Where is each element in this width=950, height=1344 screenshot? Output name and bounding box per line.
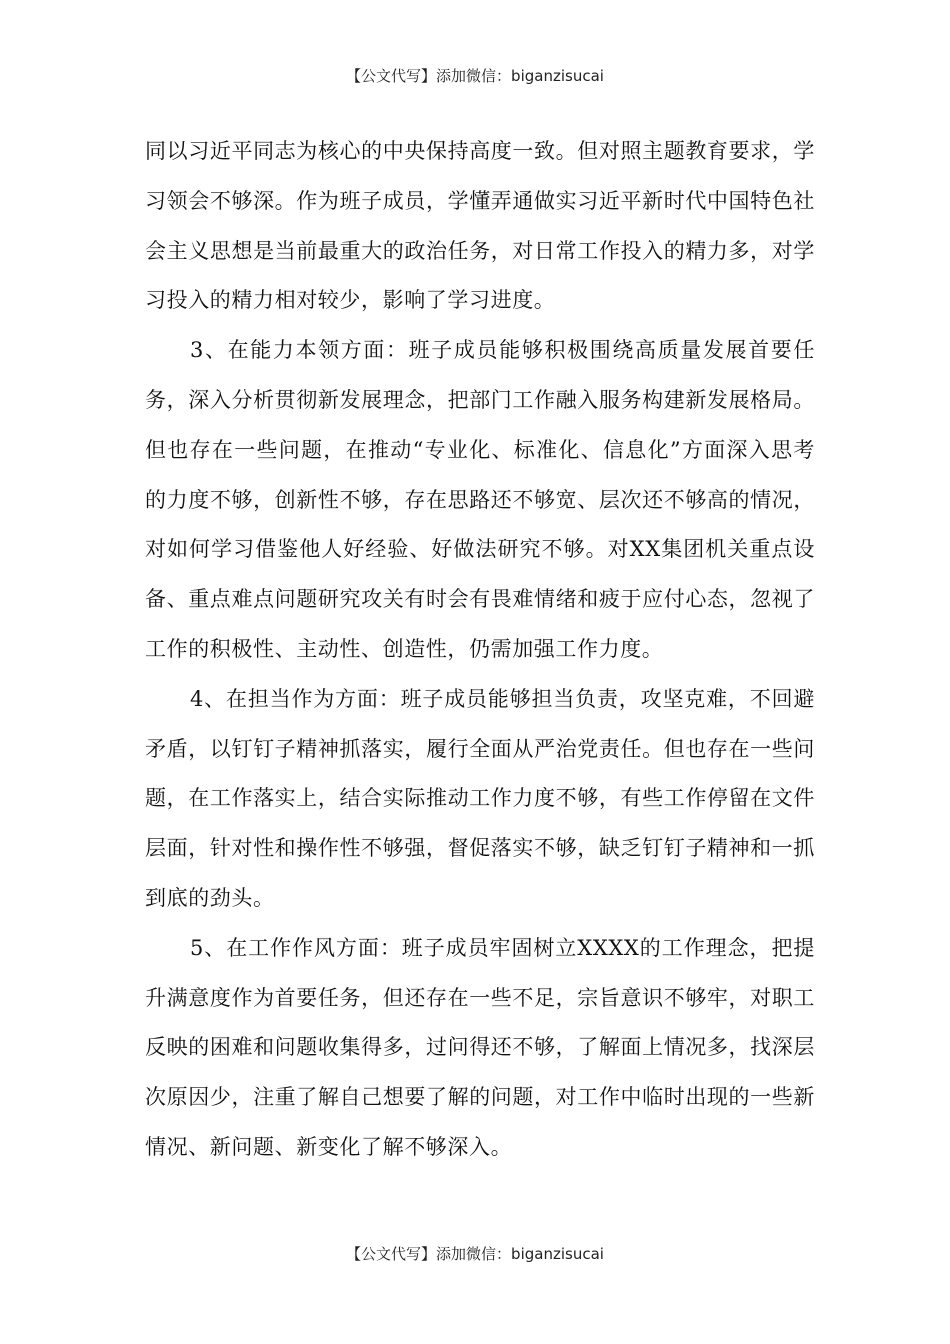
paragraph-work-style: 5、在工作作风方面：班子成员牢固树立XXXX的工作理念，把提升满意度作为首要任务，但还存在一些不足，宗旨意识不够牢，对职工反映的困难和问题收集得多，过问得还不够，了解面上情况多，找深层次原因少，注重了解自己想要了解的问题，对工作中临时出现的一些新情况、新问题、新变化了解不够深入。 [145,935,815,1159]
paragraph-ability: 3、在能力本领方面：班子成员能够积极围绕高质量发展首要任务，深入分析贯彻新发展理念，把部门工作融入服务构建新发展格局。但也存在一些问题，在推动“专业化、标准化、信息化”方面深入思考的力度不够，创新性不够，存在思路还不够宽、层次还不够高的情况，对如何学习借鉴他人好经验、好做法研究不够。对XX集团机关重点设备、重点难点问题研究攻关有时会有畏难情绪和疲于应付心态，忽视了工作的积极性、主动性、创造性，仍需加强工作力度。 [145,338,815,661]
paragraph-continuation: 同以习近平同志为核心的中央保持高度一致。但对照主题教育要求，学习领会不够深。作为班子成员，学懂弄通做实习近平新时代中国特色社会主义思想是当前最重大的政治任务，对日常工作投入的精力多，对学习投入的精力相对较少，影响了学习进度。 [145,139,815,313]
document-body [145,127,815,1173]
page-footer: 【公文代写】添加微信：biganzisucai [346,1245,604,1263]
paragraph-responsibility: 4、在担当作为方面：班子成员能够担当负责，攻坚克难，不回避矛盾，以钉钉子精神抓落实，履行全面从严治党责任。但也存在一些问题，在工作落实上，结合实际推动工作力度不够，有些工作停留在文件层面，针对性和操作性不够强，督促落实不够，缺乏钉钉子精神和一抓到底的劲头。 [145,686,815,910]
page-header: 【公文代写】添加微信：biganzisucai [346,67,604,85]
